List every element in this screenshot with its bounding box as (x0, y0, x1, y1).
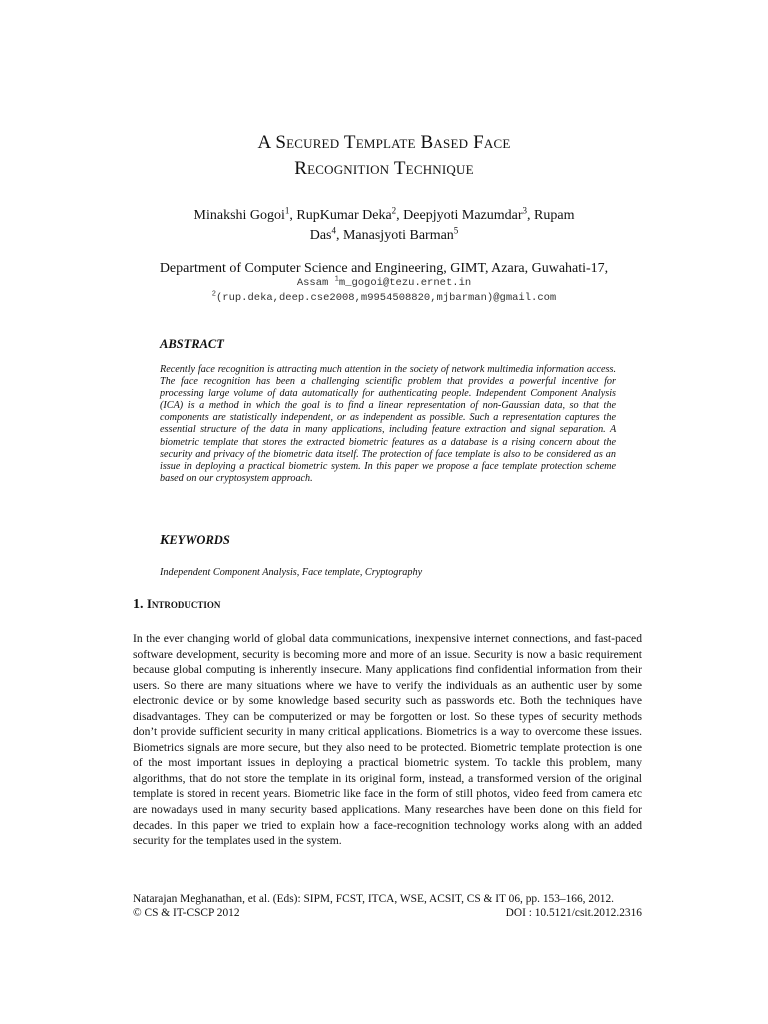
affiliation: Department of Computer Science and Engineering, GIMT, Azara, Guwahati-17, (159, 261, 609, 276)
email-line-2 (0, 291, 768, 306)
author-separator: , (289, 208, 297, 223)
keywords-heading (160, 532, 230, 549)
email-line-1-sup: 1 (334, 275, 339, 284)
section-title: Introduction (147, 597, 221, 611)
footer-row (133, 906, 642, 920)
email-block (0, 276, 768, 306)
author-affiliation-marker: 5 (453, 225, 459, 236)
abstract-text-line: to find a linear representation of non-Gaussian data, so that the components are statistically (160, 400, 617, 424)
footer-citation: Natarajan Meghanathan, et al. (Eds): SIPM, FCST, ITCA, WSE, ACSIT, CS & IT 06, pp. 153–166, 2012. (133, 893, 615, 905)
intro-text-line: sufficient security in many critical applications. Biometrics is a way to overcome these issues. (199, 725, 643, 739)
abstract-heading: ABSTRACT (160, 337, 224, 351)
intro-text-line: applications. Many researches have been done on this field for decades. In this paper we tried to (133, 803, 642, 832)
intro-text-line: form of still photos, video feed from camera etc are nowadays used in many security based (133, 787, 642, 817)
intro-text-line: now a basic requirement because global computing is inherently insecure. Many applications find (133, 647, 642, 677)
email-line-1-prefix: Assam (296, 277, 335, 289)
keywords-text: Independent Component Analysis, Face template, Cryptography (160, 567, 423, 578)
intro-text-line: this problem, many algorithms, that do not store the template in its original form, instead, a (133, 756, 643, 785)
footer-copyright: © CS & IT-CSCP 2012 (133, 907, 240, 919)
author-name: RupKumar Deka (296, 208, 392, 223)
author-affiliation-marker: 2 (391, 205, 397, 216)
title-line-1: A Secured Template Based Face (257, 132, 511, 153)
abstract-text-line: provides a powerful incentive for processing large volume of data automatically for (160, 376, 616, 400)
author-separator: , (335, 228, 343, 243)
author-name: Manasjyoti Barman (342, 228, 454, 243)
abstract-text-line: propose a face template protection scheme based on our cryptosystem approach. (160, 460, 616, 484)
intro-text-line: Biometrics signals are more secure, but they also need to be protected. Biometric template (133, 740, 560, 754)
intro-text-line: protection is one of the most important issues in deploying a practical biometric system. To tackle (133, 740, 642, 770)
page-footer (133, 892, 642, 920)
author-separator: , Rupam (527, 208, 575, 223)
keywords-heading-initial: K (160, 533, 170, 548)
title-line-2: Recognition Technique (294, 158, 474, 179)
author-affiliation-marker: 3 (522, 205, 528, 216)
abstract-text-line: Recently face recognition is attracting much attention in the society of network multimedia (160, 364, 534, 375)
introduction-body (133, 631, 642, 849)
author-name: Minakshi Gogoi (193, 208, 285, 223)
intro-text-line: security such as passwords etc. Both the techniques have disadvantages. They can be (133, 694, 642, 723)
author-name: Deepjyoti Mazumdar (403, 208, 523, 223)
abstract-text-line: structure of the data in many applications, including feature extraction and signal separation. A (200, 424, 616, 436)
author-list (0, 206, 768, 246)
intro-text-line: confidential information from their users. So there are many situations where we have to verify (133, 663, 643, 692)
abstract-text-line: biometric template that stores the extracted biometric features as a database is a rising concern (160, 436, 573, 448)
intro-text-line: transformed version of the original template is stored in recent years. Biometric like face in the (133, 771, 643, 801)
abstract-text-line: also to be considered as an issue in deploying a practical biometric system. In this paper we (160, 448, 616, 472)
abstract-text-line: authenticating people. Independent Component Analysis (ICA) is a method in which the goal is (160, 388, 616, 412)
author-affiliation-marker: 1 (284, 205, 290, 216)
intro-text-line: used in the system. (253, 834, 342, 848)
intro-text-line: fast-paced software development, security is becoming more and more of an issue. Security is (133, 632, 642, 661)
section-number: 1. (133, 597, 147, 612)
author-line-1 (0, 206, 768, 226)
abstract-text-line: information access. The face recognition has been a challenging scientific problem that (160, 364, 617, 388)
author-line-2 (0, 226, 768, 246)
intro-text-line: computerized or may be forgotten or lost. So these types of security methods don’t provide (133, 709, 642, 739)
email-line-2-sup: 2 (211, 290, 216, 299)
author-affiliation-marker: 4 (331, 225, 336, 236)
email-line-1 (0, 276, 768, 291)
abstract-text-line: independent, or as independent as possible. Such a representation captures the essential (160, 412, 617, 436)
intro-text-line: the individuals as an authentic user by some electronic device or by some knowledge based (133, 678, 642, 708)
abstract-text-line: about the security and privacy of the biometric data itself. The protection of face template is (160, 436, 617, 460)
abstract-body (160, 364, 616, 485)
footer-doi: DOI : 10.5121/csit.2012.2316 (505, 907, 642, 919)
email-line-1-text: m_gogoi@tezu.ernet.in (338, 277, 472, 289)
intro-text-line: explain how a face-recognition technology works along with an added security for the templates (133, 818, 642, 848)
author-separator: , (396, 208, 404, 223)
section-heading-introduction (133, 596, 220, 613)
author-name: Das (309, 228, 332, 243)
keywords-heading-rest: EYWORDS (169, 533, 230, 547)
intro-text-line: In the ever changing world of global data communications, inexpensive internet connections, and (133, 632, 591, 645)
email-line-2-text: (rup.deka,deep.cse2008,m9954508820,mjbarman)@gmail.com (215, 292, 557, 304)
paper-title (0, 130, 768, 182)
